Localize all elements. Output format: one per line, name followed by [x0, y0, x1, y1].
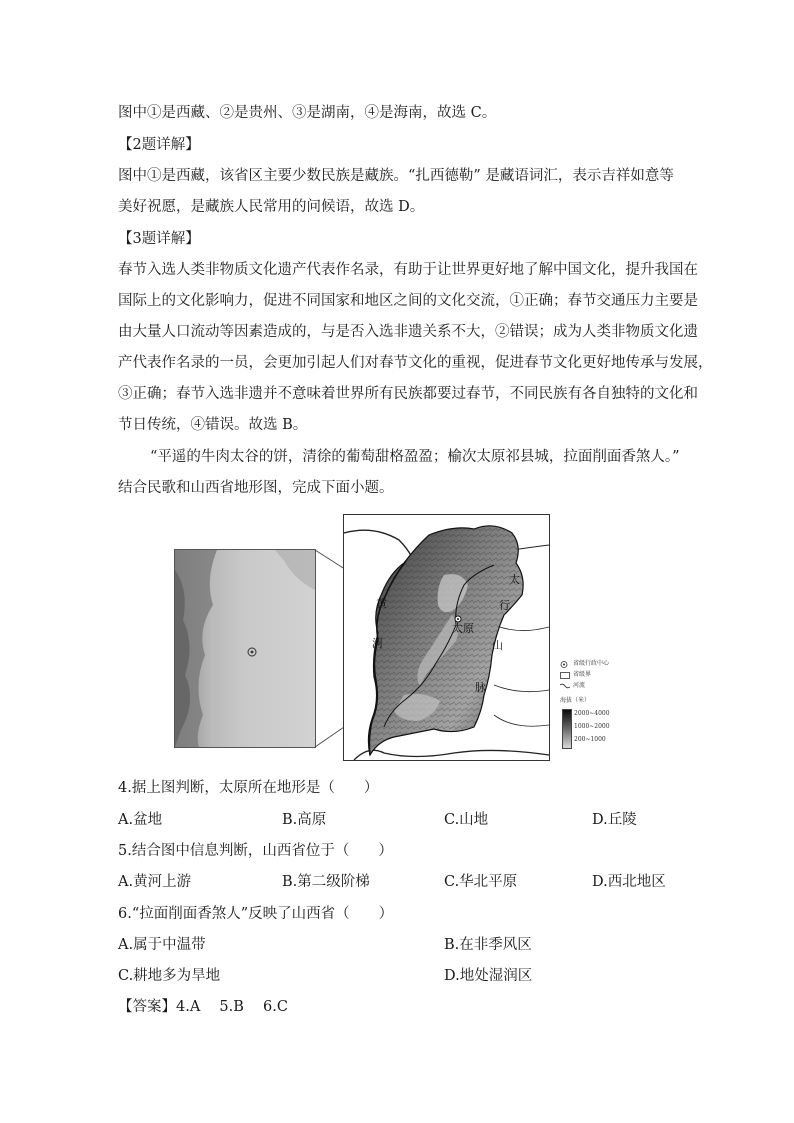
- border-symbol-icon: [560, 672, 570, 679]
- question-option: C.山地: [444, 812, 489, 828]
- question-option: D.西北地区: [592, 874, 666, 890]
- explanation-line: 节日传统，④错误。故选 B。: [118, 417, 308, 433]
- question-option: B.高原: [282, 812, 327, 828]
- folk-song-intro: “平遥的牛肉太谷的饼，清徐的葡萄甜格盈盈；榆次太原祁县城，拉面削面香煞人。”: [150, 449, 680, 465]
- elevation-ramp-bar: [562, 709, 572, 749]
- legend-river: 河流: [560, 682, 630, 693]
- legend-border: 省级界: [560, 671, 630, 682]
- section-heading: 【2题详解】: [118, 137, 200, 153]
- explanation-line: 国际上的文化影响力，促进不同国家和地区之间的文化交流，①正确；春节交通压力主要是: [118, 293, 698, 309]
- question-option: C.耕地多为旱地: [118, 968, 221, 984]
- elevation-band-low: 200~1000: [574, 736, 606, 743]
- map-label-mai: 脉: [475, 681, 486, 694]
- explanation-line: 图中①是西藏，该省区主要少数民族是藏族。“扎西德勒” 是藏语词汇，表示吉祥如意等: [118, 168, 674, 184]
- question-option: D.丘陵: [592, 812, 637, 828]
- question-stem: 5.结合图中信息判断，山西省位于（ ）: [118, 843, 393, 859]
- elevation-band-mid: 1000~2000: [574, 723, 610, 730]
- question-stem: 6.“拉面削面香煞人”反映了山西省（ ）: [118, 906, 394, 922]
- legend-elevation-ramp: [560, 707, 630, 749]
- explanation-line: 图中①是西藏、②是贵州、③是湖南，④是海南，故选 C。: [118, 105, 497, 121]
- question-stem: 4.据上图判断，太原所在地形是（ ）: [118, 780, 379, 796]
- answer-line: 【答案】4.A 5.B 6.C: [118, 999, 288, 1015]
- map-label-taiyuan: 太原: [452, 622, 474, 635]
- question-option: C.华北平原: [444, 874, 518, 890]
- task-instruction: 结合民歌和山西省地形图，完成下面小题。: [118, 480, 394, 496]
- explanation-line: ③正确；春节入选非遗并不意味着世界所有民族都要过春节，不同民族有各自独特的文化和: [118, 386, 698, 402]
- map-legend: [560, 660, 630, 749]
- map-label-huang: 黄: [376, 597, 387, 610]
- shanxi-main-map: [343, 514, 550, 761]
- question-option: B.在非季风区: [444, 937, 532, 953]
- question-option: D.地处湿润区: [444, 968, 533, 984]
- explanation-line: 美好祝愿，是藏族人民常用的问候语，故选 D。: [118, 199, 425, 215]
- section-heading: 【3题详解】: [118, 231, 200, 247]
- legend-capital: 省级行政中心: [560, 660, 630, 671]
- explanation-line: 产代表作名录的一员，会更加引起人们对春节文化的重视，促进春节文化更好地传承与发展，: [118, 355, 713, 371]
- legend-elevation-title: 海拔（米）: [560, 697, 591, 704]
- question-option: A.盆地: [118, 812, 163, 828]
- elevation-band-high: 2000~4000: [574, 710, 610, 717]
- map-label-tai: 太: [509, 573, 520, 586]
- question-option: A.黄河上游: [118, 874, 192, 890]
- question-option: A.属于中温带: [118, 937, 206, 953]
- river-symbol-icon: [560, 683, 570, 690]
- explanation-line: 春节入选人类非物质文化遗产代表作名录，有助于让世界更好地了解中国文化，提升我国在: [118, 262, 698, 278]
- map-label-hang: 行: [499, 599, 510, 612]
- explanation-line: 由大量人口流动等因素造成的，与是否入选非遗关系不大，②错误；成为人类非物质文化遗: [118, 324, 698, 340]
- map-label-shan: 山: [492, 639, 503, 652]
- map-label-he: 河: [372, 637, 383, 650]
- capital-symbol-icon: [560, 661, 570, 668]
- shanxi-terrain-figure: [174, 512, 614, 762]
- question-option: B.第二级阶梯: [282, 874, 370, 890]
